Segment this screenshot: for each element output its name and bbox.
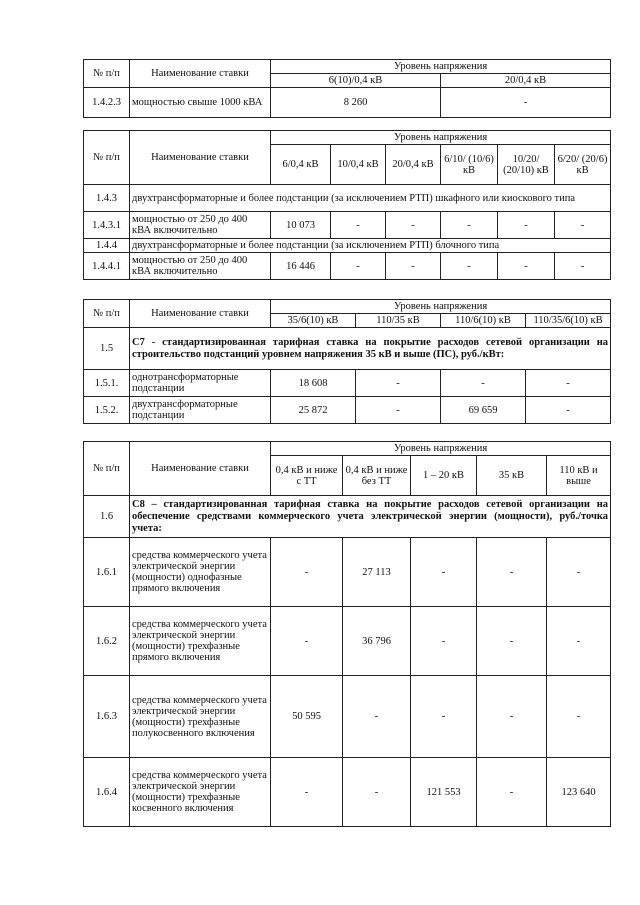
cell-value: 27 113 [343,538,411,607]
row-name: мощностью от 250 до 400 кВА включительно [130,253,271,280]
row-num: 1.4.4 [84,239,130,253]
cell-value: - [356,370,441,397]
cell-value: - [386,212,441,239]
cell-value: - [331,212,386,239]
cell-value: 10 073 [271,212,331,239]
cell-value: - [411,676,477,758]
row-num: 1.6.3 [84,676,130,758]
header-num: № п/п [84,442,130,496]
col-header: 0,4 кВ и ниже без ТТ [343,456,411,496]
row-num: 1.6.2 [84,607,130,676]
header-num: № п/п [84,300,130,328]
col-header: 6(10)/0,4 кВ [271,74,441,88]
header-name: Наименование ставки [130,442,271,496]
cell-value: - [526,370,611,397]
cell-value: - [441,253,498,280]
cell-value: 8 260 [271,88,441,118]
section-heading: С8 – стандартизированная тарифная ставка на покрытие расходов сетевой организации на обеспечение средствами коммерческого учета электрической энергии (мощности), руб./точка учета: [130,496,611,538]
cell-value: 16 446 [271,253,331,280]
cell-value: - [547,607,611,676]
col-header: 10/20/ (20/10) кВ [498,145,555,185]
header-level: Уровень напряжения [271,300,611,314]
cell-value: - [547,538,611,607]
col-header: 0,4 кВ и ниже с ТТ [271,456,343,496]
col-header: 6/0,4 кВ [271,145,331,185]
cell-value: - [441,88,611,118]
cell-value: - [498,212,555,239]
col-header: 35 кВ [477,456,547,496]
cell-value: - [343,758,411,827]
cell-value: 36 796 [343,607,411,676]
col-header: 10/0,4 кВ [331,145,386,185]
cell-value: 50 595 [271,676,343,758]
cell-value: - [356,397,441,424]
col-header: 6/20/ (20/6) кВ [555,145,611,185]
col-header: 1 – 20 кВ [411,456,477,496]
header-level: Уровень напряжения [271,131,611,145]
table-1 [83,59,611,118]
cell-value: - [441,370,526,397]
cell-value: 25 872 [271,397,356,424]
table-3 [83,299,611,424]
col-header: 110/35/6(10) кВ [526,314,611,328]
row-name: средства коммерческого учета электрической энергии (мощности) трехфазные прямого включения [130,607,271,676]
cell-value: - [271,607,343,676]
col-header: 20/0,4 кВ [441,74,611,88]
cell-value: - [555,253,611,280]
row-num: 1.4.3.1 [84,212,130,239]
row-text: двухтрансформаторные и более подстанции (за исключением РТП) блочного типа [130,239,611,253]
col-header: 20/0,4 кВ [386,145,441,185]
header-num: № п/п [84,131,130,185]
col-header: 35/6(10) кВ [271,314,356,328]
row-num: 1.4.4.1 [84,253,130,280]
row-num: 1.5.2. [84,397,130,424]
cell-value: - [271,758,343,827]
row-name: средства коммерческого учета электрической энергии (мощности) трехфазные косвенного включения [130,758,271,827]
row-num: 1.5 [84,328,130,370]
cell-value: 123 640 [547,758,611,827]
row-num: 1.6.1 [84,538,130,607]
cell-value: - [477,758,547,827]
section-heading: С7 - стандартизированная тарифная ставка на покрытие расходов сетевой организации на строительство подстанций уровнем напряжения 35 кВ и выше (ПС), руб./кВт: [130,328,611,370]
row-num: 1.5.1. [84,370,130,397]
row-name: двухтрансформаторные подстанции [130,397,271,424]
cell-value: - [477,538,547,607]
row-name: средства коммерческого учета электрической энергии (мощности) трехфазные полукосвенного включения [130,676,271,758]
row-num: 1.4.3 [84,185,130,212]
row-name: мощностью свыше 1000 кВА [130,88,271,118]
cell-value: - [411,607,477,676]
cell-value: - [498,253,555,280]
header-name: Наименование ставки [130,300,271,328]
header-name: Наименование ставки [130,131,271,185]
cell-value: - [526,397,611,424]
row-name: мощностью от 250 до 400 кВА включительно [130,212,271,239]
row-text: двухтрансформаторные и более подстанции (за исключением РТП) шкафного или киоскового типа [130,185,611,212]
table-2 [83,130,611,280]
row-num: 1.6.4 [84,758,130,827]
cell-value: - [477,607,547,676]
cell-value: - [441,212,498,239]
col-header: 6/10/ (10/6) кВ [441,145,498,185]
cell-value: - [411,538,477,607]
cell-value: 121 553 [411,758,477,827]
table-4 [83,441,611,827]
cell-value: - [555,212,611,239]
col-header: 110/6(10) кВ [441,314,526,328]
row-num: 1.6 [84,496,130,538]
cell-value: - [547,676,611,758]
header-level: Уровень напряжения [271,60,611,74]
row-name: средства коммерческого учета электрической энергии (мощности) однофазные прямого включения [130,538,271,607]
header-level: Уровень напряжения [271,442,611,456]
col-header: 110 кВ и выше [547,456,611,496]
header-name: Наименование ставки [130,60,271,88]
cell-value: - [271,538,343,607]
cell-value: - [343,676,411,758]
header-num: № п/п [84,60,130,88]
row-num: 1.4.2.3 [84,88,130,118]
cell-value: 69 659 [441,397,526,424]
col-header: 110/35 кВ [356,314,441,328]
cell-value: - [386,253,441,280]
cell-value: - [331,253,386,280]
cell-value: - [477,676,547,758]
row-name: однотрансформаторные подстанции [130,370,271,397]
cell-value: 18 608 [271,370,356,397]
